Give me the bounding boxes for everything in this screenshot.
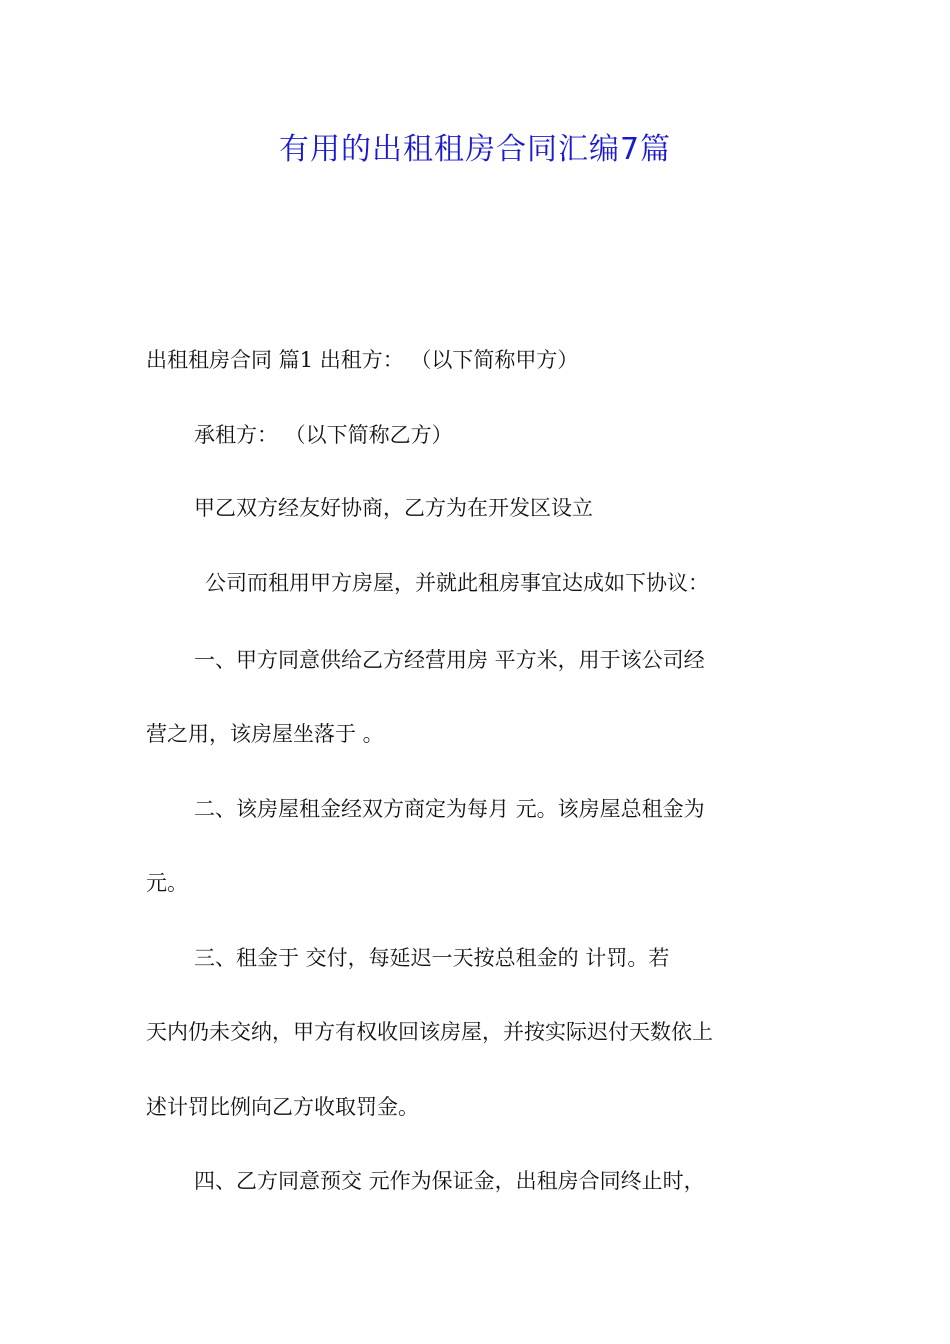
paragraph-line-12: 四、乙方同意预交 元作为保证金，出租房合同终止时， (194, 1169, 705, 1193)
paragraph-line-6: 营之用，该房屋坐落于 。 (146, 722, 384, 746)
paragraph-line-5: 一、甲方同意供给乙方经营用房 平方米，用于该公司经 (194, 648, 705, 672)
paragraph-line-11: 述计罚比例向乙方收取罚金。 (146, 1095, 419, 1119)
document-title: 有用的出租租房合同汇编7篇 (278, 132, 672, 167)
paragraph-line-10: 天内仍未交纳，甲方有权收回该房屋，并按实际迟付天数依上 (146, 1020, 713, 1044)
paragraph-line-9: 三、租金于 交付，每延迟一天按总租金的 计罚。若 (194, 946, 670, 970)
paragraph-line-4: 公司而租用甲方房屋，并就此租房事宜达成如下协议： (205, 571, 709, 595)
paragraph-line-3: 甲乙双方经友好协商，乙方为在开发区设立 (194, 496, 593, 520)
paragraph-line-8: 元。 (146, 871, 188, 895)
paragraph-line-2: 承租方： （以下简称乙方） (194, 423, 453, 447)
paragraph-line-1: 出租租房合同 篇1 出租方： （以下简称甲方） (146, 348, 579, 372)
paragraph-line-7: 二、该房屋租金经双方商定为每月 元。该房屋总租金为 (194, 797, 705, 821)
